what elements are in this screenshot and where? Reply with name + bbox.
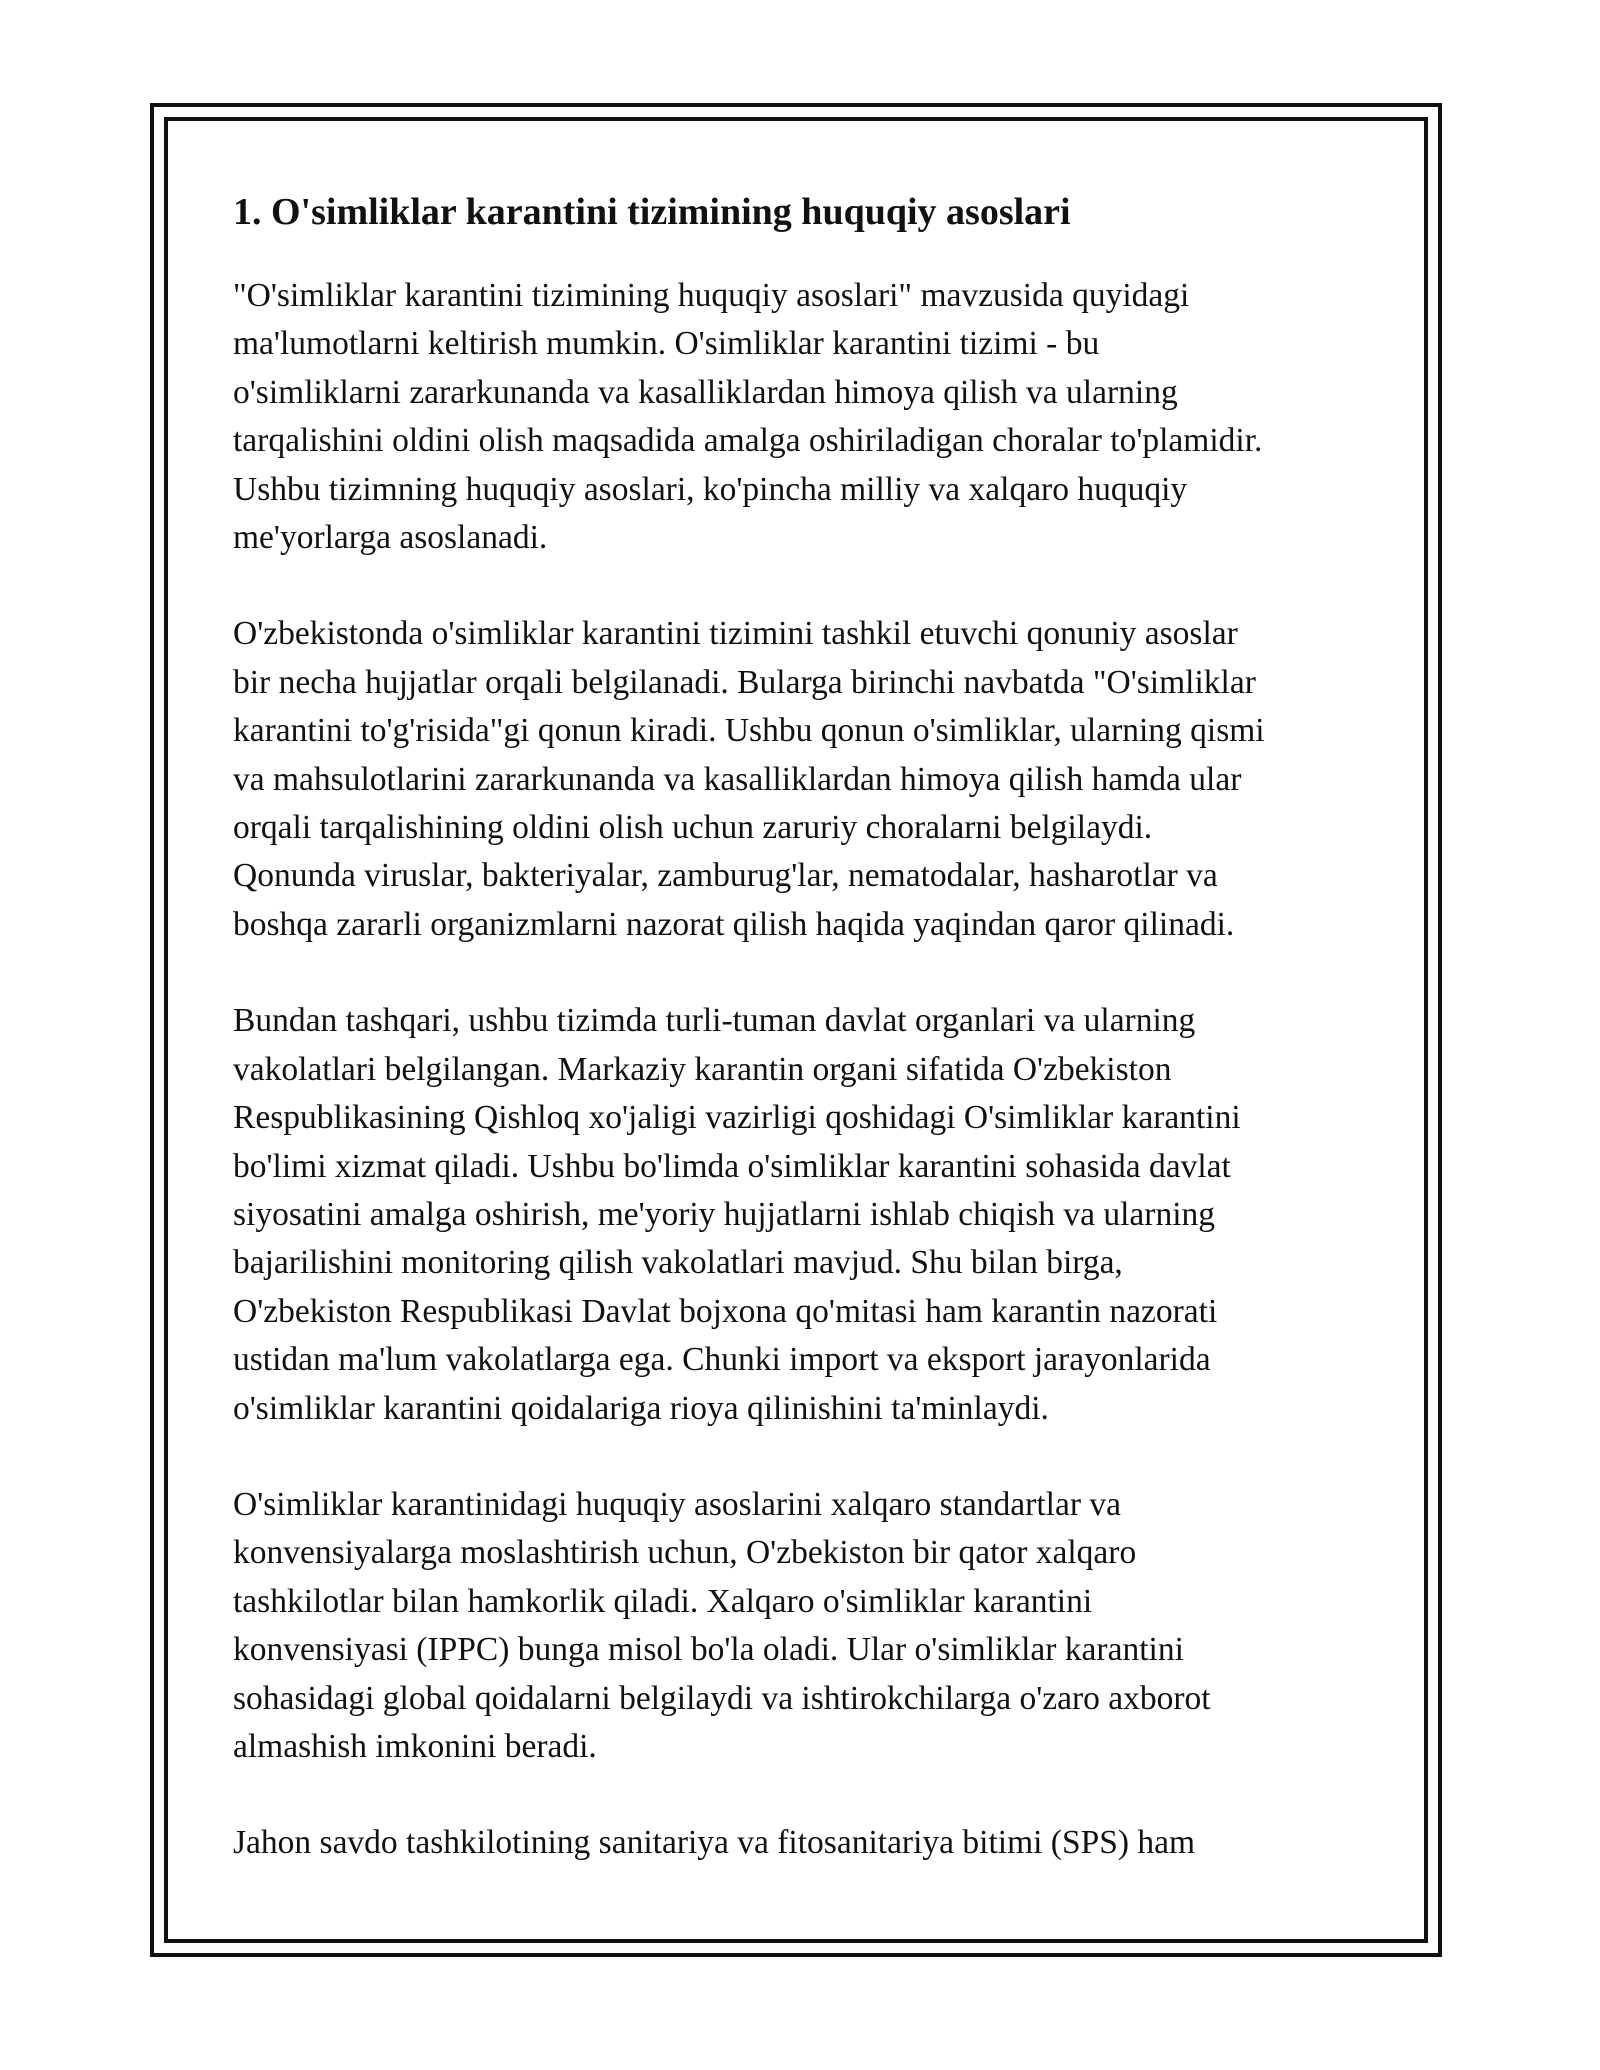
paragraph-2: O'zbekistonda o'simliklar karantini tizimini tashkil etuvchi qonuniy asoslar bir necha hujjatlar orqali belgilanadi. Bularga birinchi navbatda "O'simliklar karantini to'g'risida"gi qonun kiradi. Ushbu qonun o'simliklar, ularning qismi va mahsulotlarini zararkunanda va kasalliklardan himoya qilish hamda ular orqali tarqalishining oldini olish uchun zaruriy choralarni belgilaydi. Qonunda viruslar, bakteriyalar, zamburug'lar, nematodalar, hasharotlar va boshqa zararli organizmlarni nazorat qilish haqida yaqindan qaror qilinadi. — [233, 615, 1265, 943]
paragraph-4: O'simliklar karantinidagi huquqiy asoslarini xalqaro standartlar va konvensiyalarga moslashtirish uchun, O'zbekiston bir qator xalqaro tashkilotlar bilan hamkorlik qiladi. Xalqaro o'simliklar karantini konvensiyasi (IPPC) bunga misol bo'la oladi. Ular o'simliklar karantini sohasidagi global qoidalarni belgilaydi va ishtirokchilarga o'zaro axborot almashish imkonini beradi. — [233, 1485, 1211, 1765]
section-heading: 1. O'simliklar karantini tizimining huquqiy asoslari — [233, 191, 1071, 233]
paragraph-1: "O'simliklar karantini tizimining huquqiy asoslari" mavzusida quyidagi ma'lumotlarni keltirish mumkin. O'simliklar karantini tizimi - bu o'simliklarni zararkunanda va kasalliklardan himoya qilish va ularning tarqalishini oldini olish maqsadida amalga oshiriladigan choralar to'plamidir. Ushbu tizimning huquqiy asoslari, ko'pincha milliy va xalqaro huquqiy me'yorlarga asoslanadi. — [233, 277, 1263, 557]
paragraph-3: Bundan tashqari, ushbu tizimda turli-tuman davlat organlari va ularning vakolatlari belgilangan. Markaziy karantin organi sifatida O'zbekiston Respublikasining Qishloq xo'jaligi vazirligi qoshidagi O'simliklar karantini bo'limi xizmat qiladi. Ushbu bo'limda o'simliklar karantini sohasida davlat siyosatini amalga oshirish, me'yoriy hujjatlarni ishlab chiqish va ularning bajarilishini monitoring qilish vakolatlari mavjud. Shu bilan birga, O'zbekiston Respublikasi Davlat bojxona qo'mitasi ham karantin nazorati ustidan ma'lum vakolatlarga ega. Chunki import va eksport jarayonlarida o'simliklar karantini qoidalariga rioya qilinishini ta'minlaydi. — [233, 1002, 1241, 1427]
document-body — [233, 186, 1383, 1916]
paragraph-5: Jahon savdo tashkilotining sanitariya va fitosanitariya bitimi (SPS) ham — [233, 1824, 1196, 1862]
